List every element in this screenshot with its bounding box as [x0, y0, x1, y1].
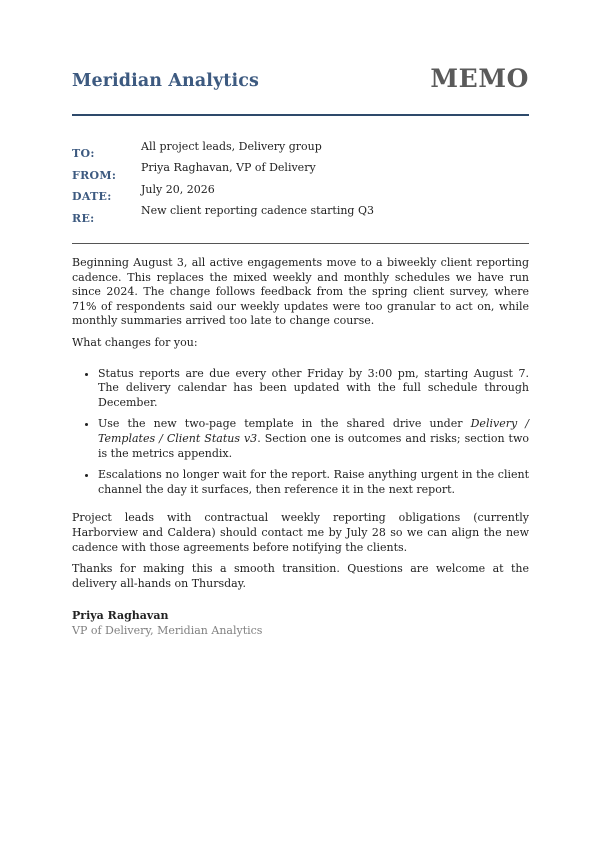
changes-heading: What changes for you: — [72, 335, 198, 349]
bullet-text-prefix: Use the new two-page template in the shared drive under — [98, 417, 471, 431]
from-label: FROM: — [72, 168, 117, 182]
list-item — [98, 468, 529, 497]
signature-title: VP of Delivery, Meridian Analytics — [72, 623, 263, 637]
fields-divider — [72, 243, 529, 244]
signature-name: Priya Raghavan — [72, 609, 169, 623]
closing-paragraph: Thanks for making this a smooth transition. Questions are welcome at the delivery all-hands on Thursday. — [72, 562, 529, 590]
date-label: DATE: — [72, 190, 112, 203]
bullet-text: Status reports are due every other Friday by 3:00 pm, starting August 7. The delivery calendar has been updated with the full schedule through December. — [98, 366, 529, 409]
contract-paragraph: Project leads with contractual weekly reporting obligations (currently Harborview and Caldera) should contact me by July 28 so we can align the new cadence with those agreements before notifying the clients. — [72, 511, 529, 554]
from-value: Priya Raghavan, VP of Delivery — [141, 161, 316, 175]
date-value: July 20, 2026 — [141, 182, 215, 196]
company-name: Meridian Analytics — [72, 71, 259, 91]
changes-list — [72, 367, 529, 498]
field-labels — [72, 147, 116, 233]
memo-header — [72, 62, 529, 102]
document-type-title: MEMO — [430, 64, 529, 93]
re-value: New client reporting cadence starting Q3 — [141, 203, 374, 217]
header-divider — [72, 114, 529, 116]
to-value: All project leads, Delivery group — [141, 140, 322, 153]
field-values — [141, 140, 374, 225]
to-label: TO: — [72, 147, 95, 160]
bullet-text: Escalations no longer wait for the report. Raise anything urgent in the client channel the day it surfaces, then reference it in the next report. — [98, 468, 529, 496]
memo-body — [72, 256, 529, 638]
list-item — [98, 367, 529, 411]
bullet-text-suffix: . Section one is outcomes and risks; section two is the metrics appendix. — [98, 431, 529, 460]
template-path: Delivery / Templates / Client Status v3 — [98, 417, 529, 445]
list-item — [98, 417, 529, 461]
re-label: RE: — [72, 211, 95, 225]
intro-paragraph: Beginning August 3, all active engagements move to a biweekly client reporting cadence. This replaces the mixed weekly and monthly schedules we have run since 2024. The change follows feedback from the spring client survey, where 71% of respondents said our weekly updates were too granular to act on, while monthly summaries arrived too late to change course. — [72, 256, 529, 328]
signature-block — [72, 609, 529, 638]
